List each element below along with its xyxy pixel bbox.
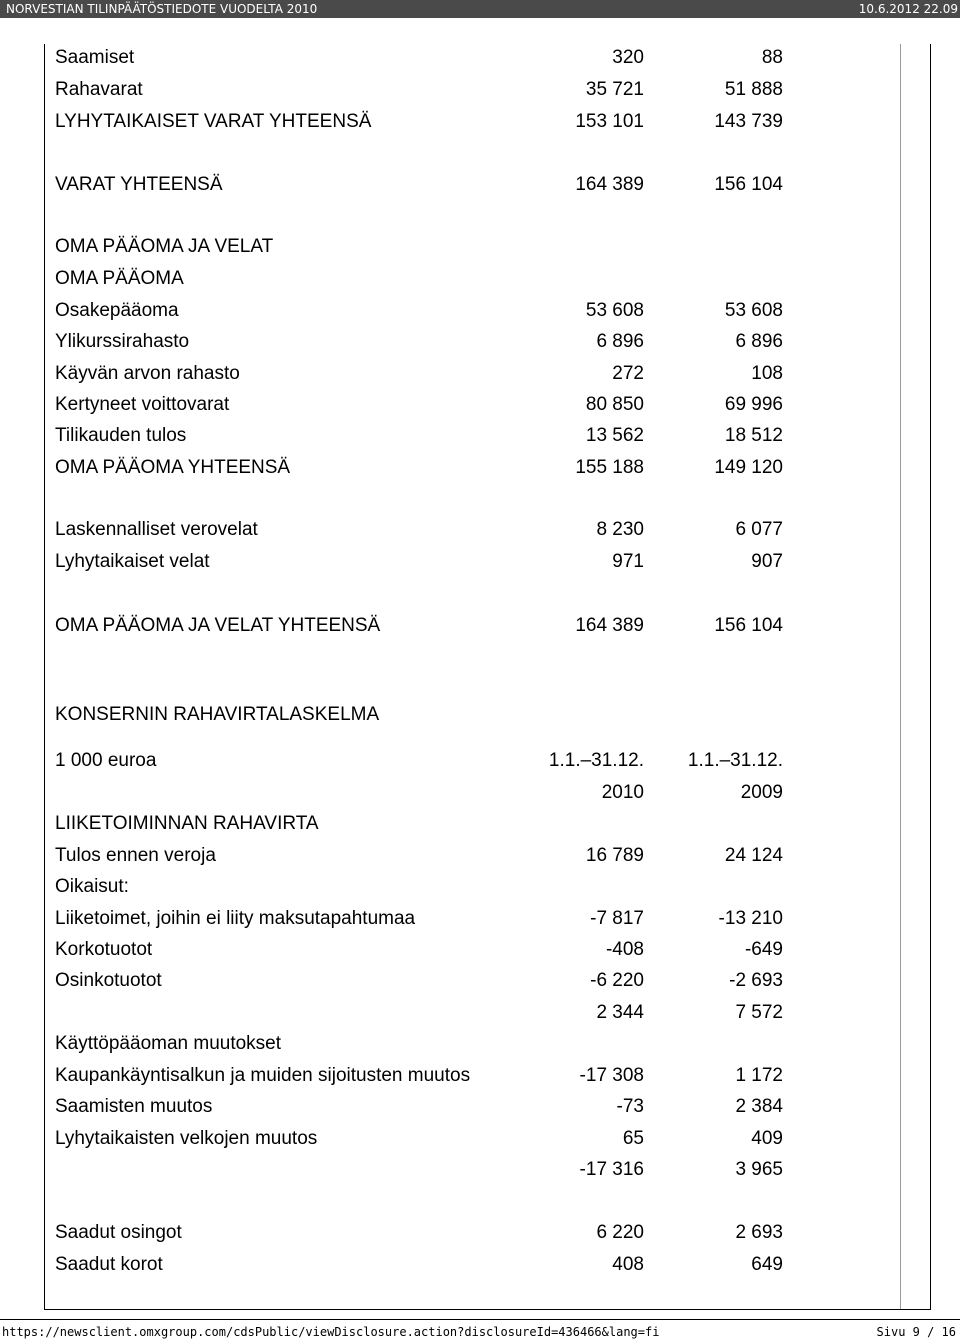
row-label: Kertyneet voittovarat <box>55 394 230 415</box>
table-row <box>0 611 960 641</box>
value-2009: 149 120 <box>714 457 783 478</box>
row-label: Oikaisut: <box>55 876 129 897</box>
table-row <box>0 547 960 577</box>
row-label: Rahavarat <box>55 79 143 100</box>
value-2009: 53 608 <box>724 300 783 321</box>
table-row <box>0 700 960 730</box>
row-label: Käyvän arvon rahasto <box>55 363 240 384</box>
value-2010: 6 220 <box>596 1222 644 1243</box>
value-2009: 24 124 <box>724 845 783 866</box>
table-row <box>0 1092 960 1122</box>
value-2010: -17 316 <box>579 1159 644 1180</box>
frame-bottom-border <box>44 1309 931 1310</box>
table-row <box>0 1029 960 1059</box>
table-row <box>0 453 960 483</box>
value-2010: 272 <box>612 363 644 384</box>
value-2010: 80 850 <box>585 394 644 415</box>
table-row <box>0 935 960 965</box>
table-row <box>0 1250 960 1280</box>
value-2010: 164 389 <box>575 174 644 195</box>
table-row <box>0 998 960 1028</box>
row-label: Osinkotuotot <box>55 970 162 991</box>
row-label: Laskennalliset verovelat <box>55 519 258 540</box>
value-2009: -649 <box>744 939 783 960</box>
value-2009: 88 <box>761 47 783 68</box>
table-row <box>0 841 960 871</box>
table-row <box>0 296 960 326</box>
value-2009: 3 965 <box>735 1159 783 1180</box>
table-row <box>0 264 960 294</box>
table-row <box>0 327 960 357</box>
row-label: Lyhytaikaiset velat <box>55 551 210 572</box>
row-label: OMA PÄÄOMA YHTEENSÄ <box>55 457 291 478</box>
row-label: LYHYTAIKAISET VARAT YHTEENSÄ <box>55 111 372 132</box>
value-2010: 2 344 <box>596 1002 644 1023</box>
table-row <box>0 1155 960 1185</box>
row-label: Liiketoimet, joihin ei liity maksutapahtumaa <box>55 908 416 929</box>
table-row <box>0 43 960 73</box>
table-row <box>0 1218 960 1248</box>
value-2009: 108 <box>751 363 783 384</box>
table-row <box>0 421 960 451</box>
table-row <box>0 359 960 389</box>
table-row <box>0 809 960 839</box>
value-2010: 16 789 <box>585 845 644 866</box>
row-label: Kaupankäyntisalkun ja muiden sijoitusten muutos <box>55 1065 471 1086</box>
print-datetime: 10.6.2012 22.09 <box>858 2 958 16</box>
value-2010: -6 220 <box>590 970 644 991</box>
value-2009: -2 693 <box>729 970 783 991</box>
page-indicator: Sivu 9 / 16 <box>876 1325 956 1339</box>
document-title: NORVESTIAN TILINPÄÄTÖSTIEDOTE VUODELTA 2010 <box>6 2 318 16</box>
table-row <box>0 515 960 545</box>
value-2009: 649 <box>751 1254 783 1275</box>
table-row <box>0 170 960 200</box>
row-label: Tilikauden tulos <box>55 425 187 446</box>
value-2009: 69 996 <box>724 394 783 415</box>
table-row <box>0 966 960 996</box>
value-2010: 13 562 <box>585 425 644 446</box>
table-row <box>0 1124 960 1154</box>
value-2009: 18 512 <box>724 425 783 446</box>
value-2009: -13 210 <box>718 908 783 929</box>
value-2010: 6 896 <box>596 331 644 352</box>
value-2010: 153 101 <box>575 111 644 132</box>
table-row <box>0 904 960 934</box>
value-2009: 2 384 <box>735 1096 783 1117</box>
row-label: Tulos ennen veroja <box>55 845 216 866</box>
value-2009: 156 104 <box>714 615 783 636</box>
value-2010: 2010 <box>601 782 644 803</box>
table-row <box>0 232 960 262</box>
value-2009: 156 104 <box>714 174 783 195</box>
table-row <box>0 746 960 776</box>
row-label: Korkotuotot <box>55 939 153 960</box>
table-row <box>0 778 960 808</box>
value-2009: 1.1.–31.12. <box>687 750 783 771</box>
value-2010: 408 <box>612 1254 644 1275</box>
value-2010: 1.1.–31.12. <box>548 750 644 771</box>
row-label: Osakepääoma <box>55 300 179 321</box>
value-2010: 8 230 <box>596 519 644 540</box>
value-2010: 320 <box>612 47 644 68</box>
table-row <box>0 107 960 137</box>
value-2009: 6 896 <box>735 331 783 352</box>
row-label: VARAT YHTEENSÄ <box>55 174 223 195</box>
table-row <box>0 872 960 902</box>
row-label: OMA PÄÄOMA JA VELAT YHTEENSÄ <box>55 615 381 636</box>
row-label: 1 000 euroa <box>55 750 157 771</box>
row-label: Lyhytaikaisten velkojen muutos <box>55 1128 318 1149</box>
row-label: OMA PÄÄOMA <box>55 268 184 289</box>
value-2010: 53 608 <box>585 300 644 321</box>
value-2010: 35 721 <box>585 79 644 100</box>
row-label: OMA PÄÄOMA JA VELAT <box>55 236 274 257</box>
row-label: Saadut korot <box>55 1254 163 1275</box>
source-url[interactable]: https://newsclient.omxgroup.com/cdsPublic/viewDisclosure.action?disclosureId=436466&lang=fi <box>2 1325 660 1339</box>
value-2010: -7 817 <box>590 908 644 929</box>
row-label: LIIKETOIMINNAN RAHAVIRTA <box>55 813 319 834</box>
value-2010: -17 308 <box>579 1065 644 1086</box>
value-2010: -408 <box>605 939 644 960</box>
value-2010: 155 188 <box>575 457 644 478</box>
row-label: Ylikurssirahasto <box>55 331 190 352</box>
value-2009: 7 572 <box>735 1002 783 1023</box>
value-2010: 164 389 <box>575 615 644 636</box>
value-2009: 2 693 <box>735 1222 783 1243</box>
value-2009: 1 172 <box>735 1065 783 1086</box>
row-label: Saadut osingot <box>55 1222 182 1243</box>
value-2009: 907 <box>751 551 783 572</box>
row-label: KONSERNIN RAHAVIRTALASKELMA <box>55 704 380 725</box>
value-2009: 6 077 <box>735 519 783 540</box>
value-2009: 51 888 <box>724 79 783 100</box>
value-2010: 65 <box>622 1128 644 1149</box>
row-label: Saamisten muutos <box>55 1096 213 1117</box>
value-2009: 409 <box>751 1128 783 1149</box>
value-2009: 2009 <box>740 782 783 803</box>
value-2010: -73 <box>616 1096 644 1117</box>
table-row <box>0 75 960 105</box>
table-row <box>0 1061 960 1091</box>
footer-bar <box>0 1319 960 1342</box>
row-label: Saamiset <box>55 47 135 68</box>
table-row <box>0 390 960 420</box>
value-2009: 143 739 <box>714 111 783 132</box>
value-2010: 971 <box>612 551 644 572</box>
row-label: Käyttöpääoman muutokset <box>55 1033 282 1054</box>
